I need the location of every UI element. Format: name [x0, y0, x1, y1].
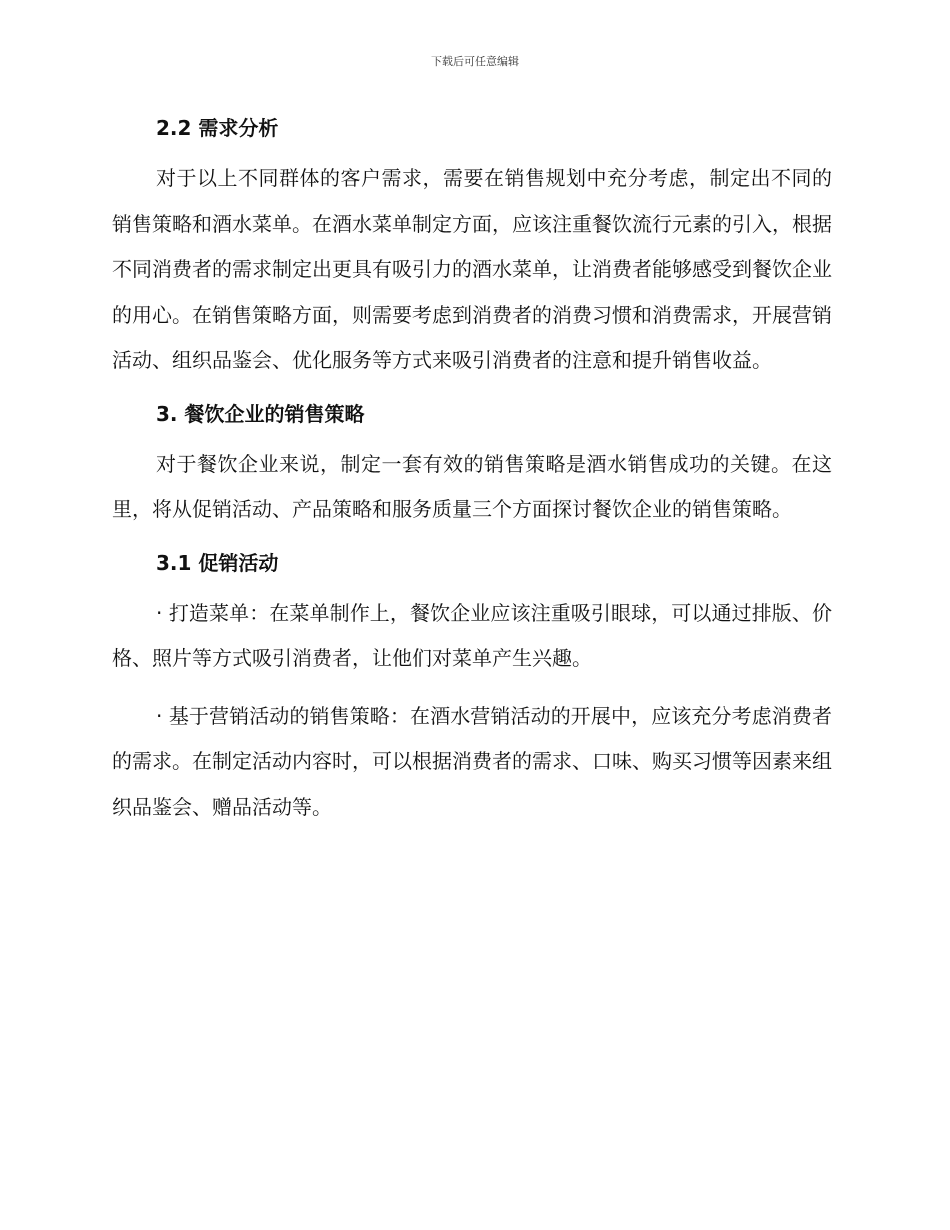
bullet-item-menu: · 打造菜单：在菜单制作上，餐饮企业应该注重吸引眼球，可以通过排版、价格、照片等方式吸引消费者，让他们对菜单产生兴趣。 — [112, 600, 832, 670]
section-heading-3-1: 3.1 促销活动 — [156, 550, 279, 575]
bullet-item-marketing: · 基于营销活动的销售策略：在酒水营销活动的开展中，应该充分考虑消费者的需求。在制定活动内容时，可以根据消费者的需求、口味、购买习惯等因素来组织品鉴会、赠品活动等。 — [112, 703, 832, 819]
section-heading-3: 3. 餐饮企业的销售策略 — [156, 401, 365, 426]
section-heading-2-2: 2.2 需求分析 — [156, 116, 279, 140]
section-paragraph-2-2: 对于以上不同群体的客户需求，需要在销售规划中充分考虑，制定出不同的销售策略和酒水菜单。在酒水菜单制定方面，应该注重餐饮流行元素的引入，根据不同消费者的需求制定出更具有吸引力的酒水菜单，让消费者能够感受到餐饮企业的用心。在销售策略方面，则需要考虑到消费者的消费习惯和消费需求，开展营销活动、组织品鉴会、优化服务等方式来吸引消费者的注意和提升销售收益。 — [112, 166, 832, 372]
page-content — [112, 110, 832, 830]
section-paragraph-3: 对于餐饮企业来说，制定一套有效的销售策略是酒水销售成功的关键。在这里，将从促销活动、产品策略和服务质量三个方面探讨餐饮企业的销售策略。 — [112, 451, 832, 521]
running-header: 下载后可任意编辑 — [431, 55, 519, 68]
